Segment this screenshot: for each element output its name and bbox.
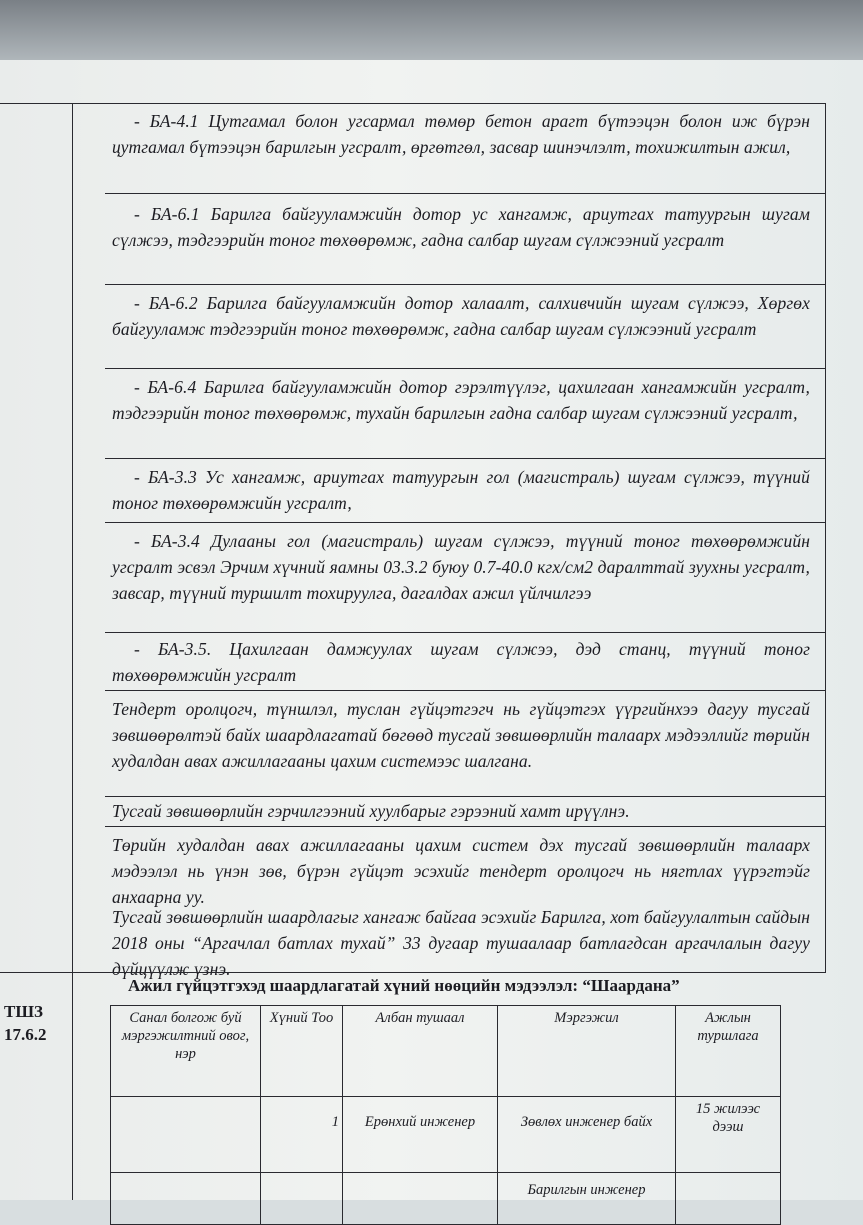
license-item-ba-3-5 xyxy=(112,636,810,688)
cell-position: Ерөнхий инженер xyxy=(343,1097,498,1173)
paragraph-text: - БА-3.4 Дулааны гол (магистраль) шугам сүлжээ, түүний тоног төхөөрөмжийн угсралт эсвэл Эрчим хүчний яамны 03.3.2 буюу 0.7-40.0 кгх/см2 даралттай зуухны угсралт, завсар, түүний туршилт тохируулга, дагалдах ажил үйлчилгээ xyxy=(112,531,810,603)
cell-profession: Барилгын инженер xyxy=(498,1173,676,1225)
row-divider xyxy=(105,826,825,827)
cell-position xyxy=(343,1173,498,1225)
section-code: ТШЗ 17.6.2 xyxy=(4,1002,47,1044)
table-row xyxy=(111,1097,781,1173)
paragraph-text: - БА-6.1 Барилга байгууламжийн дотор ус хангамж, ариутгах татуургын шугам сүлжээ, тэдгээрийн тоног төхөөрөмж, гадна салбар шугам сүлжээний угсралт xyxy=(112,204,810,250)
paragraph-text: Тусгай зөвшөөрлийн гэрчилгээний хуулбарыг гэрээний хамт ирүүлнэ. xyxy=(112,801,630,821)
col-header-position: Албан тушаал xyxy=(343,1006,498,1097)
row-divider xyxy=(105,690,825,691)
paragraph-text: Төрийн худалдан авах ажиллагааны цахим систем дэх тусгай зөвшөөрлийн талаарх мэдээлэл нь үнэн зөв, бүрэн гүйцэт эсэхийг тендерт оролцогч нь нягтлах үүрэгтэйг анхаарна уу. xyxy=(112,835,810,907)
table-row xyxy=(111,1173,781,1225)
license-item-ba-6-1 xyxy=(112,201,810,253)
row-divider xyxy=(105,193,825,194)
cell-profession: Зөвлөх инженер байх xyxy=(498,1097,676,1173)
row-divider xyxy=(105,368,825,369)
license-item-ba-6-4 xyxy=(112,374,810,426)
table-border-top xyxy=(0,103,826,104)
cell-headcount: 1 xyxy=(261,1097,343,1173)
requirement-title: Ажил гүйцэтгэхэд шаардлагатай хүний нөөцийн мэдээлэл: “Шаардана” xyxy=(128,976,680,995)
row-divider xyxy=(105,284,825,285)
paragraph-text: Тендерт оролцогч, түншлэл, туслан гүйцэтгэгч нь гүйцэтгэх үүргийнхээ дагуу тусгай зөвшөөрөлтэй байх шаардлагатай бөгөөд тусгай зөвшөөрлийн талаарх мэдээллийг төрийн худалдан авах ажиллагааны цахим системээс шалгана. xyxy=(112,699,810,771)
cell-specialist-name xyxy=(111,1097,261,1173)
paragraph-text: - БА-6.4 Барилга байгууламжийн дотор гэрэлтүүлэг, цахилгаан хангамжийн угсралт, тэдгээрийн тоног төхөөрөмж, тухайн барилгын гадна салбар шугам сүлжээний угсралт, xyxy=(112,377,810,423)
license-item-ba-4-1 xyxy=(112,108,810,160)
table-border-left xyxy=(72,103,73,1200)
col-header-profession: Мэргэжил xyxy=(498,1006,676,1097)
row-divider xyxy=(105,632,825,633)
license-item-ba-3-3 xyxy=(112,464,810,516)
col-header-experience: Ажлын туршлага xyxy=(676,1006,781,1097)
col-header-proposed-specialist: Санал болгож буй мэргэжилтний овог, нэр xyxy=(111,1006,261,1097)
row-divider xyxy=(105,458,825,459)
cell-specialist-name xyxy=(111,1173,261,1225)
certificate-copy-note xyxy=(112,798,810,824)
cell-experience: 15 жилээс дээш xyxy=(676,1097,781,1173)
cell-experience xyxy=(676,1173,781,1225)
license-item-ba-3-4 xyxy=(112,528,810,606)
paragraph-text: - БА-4.1 Цутгамал болон угсармал төмөр бетон арагт бүтээцэн болон иж бүрэн цутгамал бүтээцэн барилгын угсралт, өргөтгөл, засвар шинэчлэлт, тохижилтын ажил, xyxy=(112,111,810,157)
paragraph-text: Тусгай зөвшөөрлийн шаардлагыг хангаж байгаа эсэхийг Барилга, хот байгуулалтын сайдын 2018 оны “Аргачлал батлах тухай” 33 дугаар тушаалаар батлагдсан аргачлалын дагуу дүйцүүлж үзнэ. xyxy=(112,907,810,979)
human-resource-table xyxy=(110,1005,781,1225)
paragraph-text: - БА-3.3 Ус хангамж, ариутгах татуургын гол (магистраль) шугам сүлжээ, түүний тоног төхөөрөмжийн угсралт, xyxy=(112,467,810,513)
license-item-ba-6-2 xyxy=(112,290,810,342)
row-divider xyxy=(105,522,825,523)
equivalence-methodology-note xyxy=(112,904,810,982)
table-header-row xyxy=(111,1006,781,1097)
cell-headcount xyxy=(261,1173,343,1225)
paragraph-text: - БА-3.5. Цахилгаан дамжуулах шугам сүлжээ, дэд станц, түүний тоног төхөөрөмжийн угсралт xyxy=(112,639,810,685)
bidder-responsibility-note xyxy=(112,832,810,910)
row-divider xyxy=(105,796,825,797)
paragraph-text: - БА-6.2 Барилга байгууламжийн дотор халаалт, салхивчийн шугам сүлжээ, Хөргөх байгууламж тэдгээрийн тоног төхөөрөмж, гадна салбар шугам сүлжээний угсралт xyxy=(112,293,810,339)
license-verification-note xyxy=(112,696,810,774)
section-divider xyxy=(0,972,826,973)
table-border-right xyxy=(825,103,826,973)
col-header-headcount: Хүний Тоо xyxy=(261,1006,343,1097)
